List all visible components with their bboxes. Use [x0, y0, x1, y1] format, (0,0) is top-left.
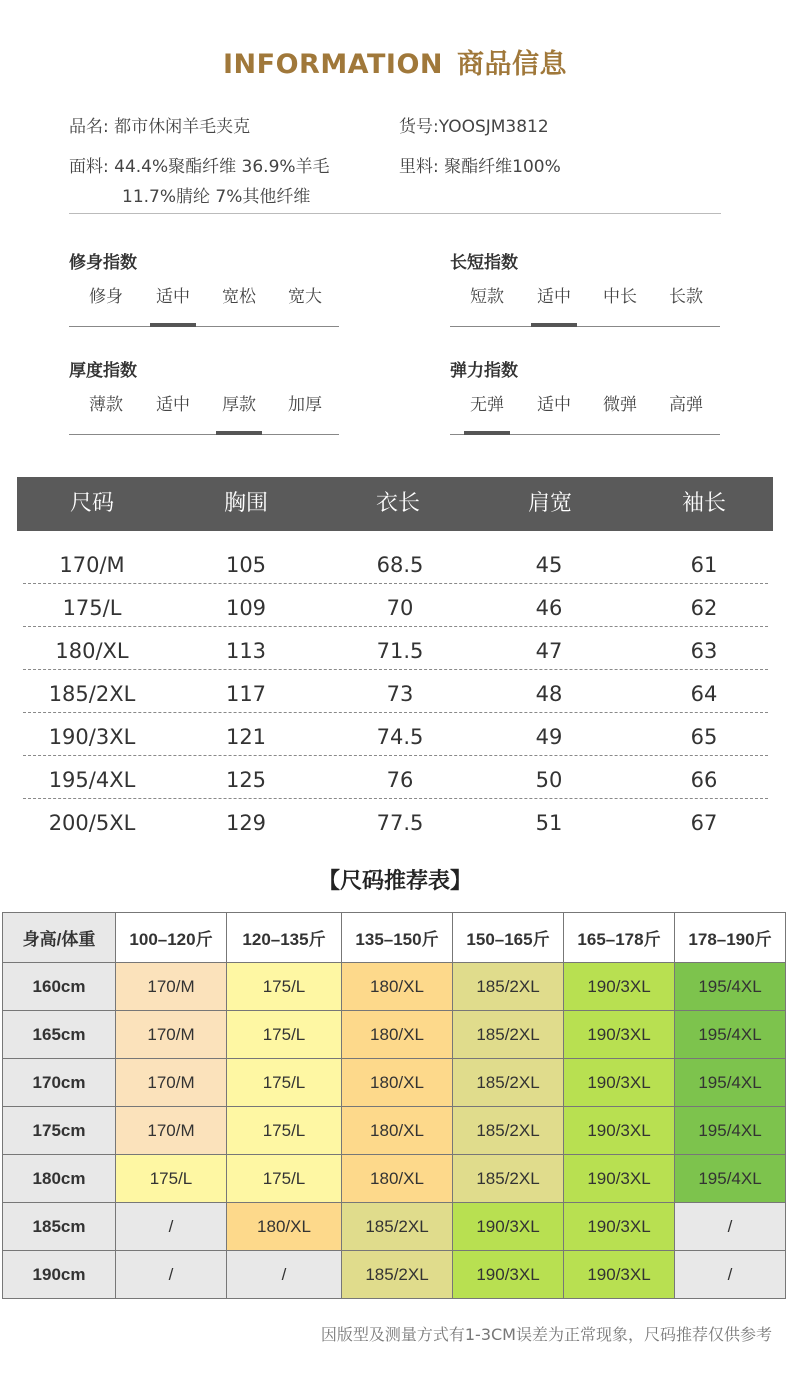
- recommend-size-cell: 190/3XL: [564, 1107, 675, 1155]
- index-length: [450, 252, 720, 327]
- recommend-row: [3, 963, 786, 1011]
- size-cell: 45: [535, 553, 563, 577]
- size-cell: 71.5: [376, 639, 424, 663]
- size-cell: 129: [225, 811, 267, 835]
- size-cell: 62: [690, 596, 718, 620]
- product-name-row: [69, 112, 250, 142]
- size-row: [23, 626, 768, 670]
- recommend-size-cell: 180/XL: [342, 1011, 453, 1059]
- index-option: 修身: [89, 287, 123, 307]
- info-divider: [69, 213, 721, 214]
- size-header-cell: 衣长: [375, 491, 420, 516]
- recommend-size-cell: 195/4XL: [675, 1107, 786, 1155]
- recommend-size-cell: /: [675, 1251, 786, 1299]
- weight-header-cell: 120–135斤: [227, 913, 342, 963]
- recommend-size-cell: 190/3XL: [564, 1155, 675, 1203]
- size-cell: 200/5XL: [48, 811, 136, 835]
- size-cell: 190/3XL: [48, 725, 136, 749]
- size-cell: 125: [225, 768, 267, 792]
- index-option: 适中: [537, 395, 571, 415]
- recommend-size-cell: 180/XL: [227, 1203, 342, 1251]
- index-option: 中长: [603, 287, 637, 307]
- recommend-row: [3, 1251, 786, 1299]
- weight-header-cell: 135–150斤: [342, 913, 453, 963]
- index-options: [450, 394, 720, 435]
- size-cell: 47: [535, 639, 563, 663]
- title-chinese: 商品信息: [457, 49, 567, 80]
- recommend-size-cell: 180/XL: [342, 1059, 453, 1107]
- recommend-size-cell: 170/M: [116, 1107, 227, 1155]
- recommend-row: [3, 1155, 786, 1203]
- recommend-row: [3, 1203, 786, 1251]
- index-elasticity: [450, 360, 720, 435]
- size-header-cell: 肩宽: [527, 491, 572, 516]
- size-cell: 180/XL: [55, 639, 129, 663]
- size-cell: 105: [225, 553, 267, 577]
- size-row: [23, 669, 768, 713]
- recommend-size-cell: 185/2XL: [453, 1011, 564, 1059]
- product-sku-row: [399, 112, 549, 142]
- lining-label: 里料:: [399, 157, 439, 177]
- height-cell: 170cm: [3, 1059, 116, 1107]
- recommend-size-cell: 185/2XL: [453, 1155, 564, 1203]
- size-cell: 77.5: [376, 811, 424, 835]
- recommend-size-cell: 185/2XL: [453, 1059, 564, 1107]
- size-cell: 64: [690, 682, 718, 706]
- height-cell: 180cm: [3, 1155, 116, 1203]
- product-sku-label: 货号:: [399, 117, 439, 137]
- title-english: INFORMATION: [222, 49, 443, 80]
- size-cell: 121: [225, 725, 267, 749]
- size-cell: 48: [535, 682, 563, 706]
- recommend-row: [3, 1011, 786, 1059]
- section-title: [0, 42, 790, 81]
- weight-header-cell: 150–165斤: [453, 913, 564, 963]
- recommend-size-cell: /: [116, 1251, 227, 1299]
- height-cell: 175cm: [3, 1107, 116, 1155]
- recommend-size-cell: 195/4XL: [675, 1011, 786, 1059]
- recommend-row: [3, 1107, 786, 1155]
- product-name-label: 品名:: [69, 117, 109, 137]
- size-cell: 73: [386, 682, 414, 706]
- product-name-value: 都市休闲羊毛夹克: [114, 117, 251, 137]
- index-fit: [69, 252, 339, 327]
- recommend-size-cell: 180/XL: [342, 963, 453, 1011]
- recommend-size-cell: 175/L: [227, 1011, 342, 1059]
- size-row: [23, 798, 768, 841]
- height-cell: 165cm: [3, 1011, 116, 1059]
- lining-value: 聚酯纤维100%: [444, 157, 561, 177]
- footnote: 因版型及测量方式有1-3CM误差为正常现象，尺码推荐仅供参考: [320, 1325, 772, 1344]
- size-recommend-table: [2, 912, 786, 1299]
- product-sku-value: YOOSJM3812: [438, 117, 549, 137]
- size-cell: 175/L: [62, 596, 122, 620]
- size-row: [23, 712, 768, 756]
- size-cell: 170/M: [59, 553, 125, 577]
- size-cell: 61: [690, 553, 718, 577]
- index-label: 厚度指数: [69, 361, 137, 381]
- recommend-size-cell: /: [227, 1251, 342, 1299]
- recommend-size-cell: 190/3XL: [564, 1059, 675, 1107]
- index-option: 短款: [470, 287, 504, 307]
- recommend-size-cell: 195/4XL: [675, 1059, 786, 1107]
- recommend-size-cell: 185/2XL: [453, 1107, 564, 1155]
- size-cell: 51: [535, 811, 563, 835]
- index-option-selected: 适中: [150, 286, 196, 308]
- recommend-size-cell: 190/3XL: [564, 1251, 675, 1299]
- size-cell: 76: [386, 768, 414, 792]
- recommend-row: [3, 1059, 786, 1107]
- recommend-size-cell: 175/L: [227, 963, 342, 1011]
- index-option: 宽松: [222, 287, 256, 307]
- fabric-label: 面料:: [69, 157, 109, 177]
- index-option-selected: 无弹: [464, 394, 510, 416]
- index-option-selected: 厚款: [216, 394, 262, 416]
- recommend-size-cell: 170/M: [116, 1059, 227, 1107]
- recommend-size-cell: 190/3XL: [564, 1011, 675, 1059]
- index-options: [450, 286, 720, 327]
- size-cell: 109: [225, 596, 267, 620]
- recommend-size-cell: 185/2XL: [342, 1251, 453, 1299]
- size-row: [23, 755, 768, 799]
- recommend-size-cell: 195/4XL: [675, 963, 786, 1011]
- size-cell: 117: [225, 682, 267, 706]
- recommend-size-cell: 195/4XL: [675, 1155, 786, 1203]
- index-thickness: [69, 360, 339, 435]
- size-cell: 67: [690, 811, 718, 835]
- height-cell: 185cm: [3, 1203, 116, 1251]
- size-row: [23, 583, 768, 627]
- recommend-title: 【尺码推荐表】: [317, 869, 472, 894]
- recommend-size-cell: /: [675, 1203, 786, 1251]
- index-option: 加厚: [288, 395, 322, 415]
- index-label: 长短指数: [450, 253, 518, 273]
- weight-header-cell: 165–178斤: [564, 913, 675, 963]
- recommend-size-cell: 185/2XL: [342, 1203, 453, 1251]
- index-option: 高弹: [669, 395, 703, 415]
- recommend-header-row: [3, 913, 786, 963]
- size-cell: 50: [535, 768, 563, 792]
- size-cell: 49: [535, 725, 563, 749]
- index-option: 宽大: [288, 287, 322, 307]
- index-label: 弹力指数: [450, 361, 518, 381]
- recommend-size-cell: 170/M: [116, 963, 227, 1011]
- recommend-size-cell: 175/L: [227, 1107, 342, 1155]
- recommend-size-cell: 190/3XL: [564, 963, 675, 1011]
- fabric-row: [69, 152, 330, 182]
- index-option: 适中: [156, 395, 190, 415]
- index-option-selected: 适中: [531, 286, 577, 308]
- size-header-cell: 胸围: [223, 491, 268, 516]
- index-option: 长款: [669, 287, 703, 307]
- recommend-size-cell: 175/L: [116, 1155, 227, 1203]
- index-options: [69, 394, 339, 435]
- weight-header-cell: 100–120斤: [116, 913, 227, 963]
- weight-header-cell: 178–190斤: [675, 913, 786, 963]
- recommend-size-cell: 180/XL: [342, 1107, 453, 1155]
- index-label: 修身指数: [69, 253, 137, 273]
- fabric-row-2: [122, 182, 310, 212]
- size-cell: 113: [225, 639, 267, 663]
- size-header-cell: 袖长: [681, 491, 726, 516]
- size-cell: 185/2XL: [48, 682, 136, 706]
- recommend-size-cell: 190/3XL: [453, 1203, 564, 1251]
- size-cell: 68.5: [376, 553, 424, 577]
- size-header-cell: 尺码: [69, 491, 114, 516]
- height-cell: 160cm: [3, 963, 116, 1011]
- recommend-size-cell: 190/3XL: [564, 1203, 675, 1251]
- size-chart-header: [17, 477, 773, 531]
- size-cell: 65: [690, 725, 718, 749]
- recommend-size-cell: 185/2XL: [453, 963, 564, 1011]
- index-options: [69, 286, 339, 327]
- recommend-size-cell: 180/XL: [342, 1155, 453, 1203]
- size-cell: 46: [535, 596, 563, 620]
- fabric-line-1: 44.4%聚酯纤维 36.9%羊毛: [114, 157, 330, 177]
- recommend-corner-cell: 身高/体重: [3, 913, 116, 963]
- size-cell: 70: [386, 596, 414, 620]
- recommend-size-cell: /: [116, 1203, 227, 1251]
- size-cell: 74.5: [376, 725, 424, 749]
- size-row: [23, 540, 768, 584]
- index-option: 微弹: [603, 395, 637, 415]
- recommend-size-cell: 175/L: [227, 1155, 342, 1203]
- recommend-size-cell: 170/M: [116, 1011, 227, 1059]
- size-cell: 195/4XL: [48, 768, 136, 792]
- fabric-line-2: 11.7%腈纶 7%其他纤维: [122, 187, 311, 207]
- lining-row: [399, 152, 561, 182]
- recommend-size-cell: 190/3XL: [453, 1251, 564, 1299]
- recommend-size-cell: 175/L: [227, 1059, 342, 1107]
- height-cell: 190cm: [3, 1251, 116, 1299]
- size-cell: 66: [690, 768, 718, 792]
- size-cell: 63: [690, 639, 718, 663]
- index-option: 薄款: [89, 395, 123, 415]
